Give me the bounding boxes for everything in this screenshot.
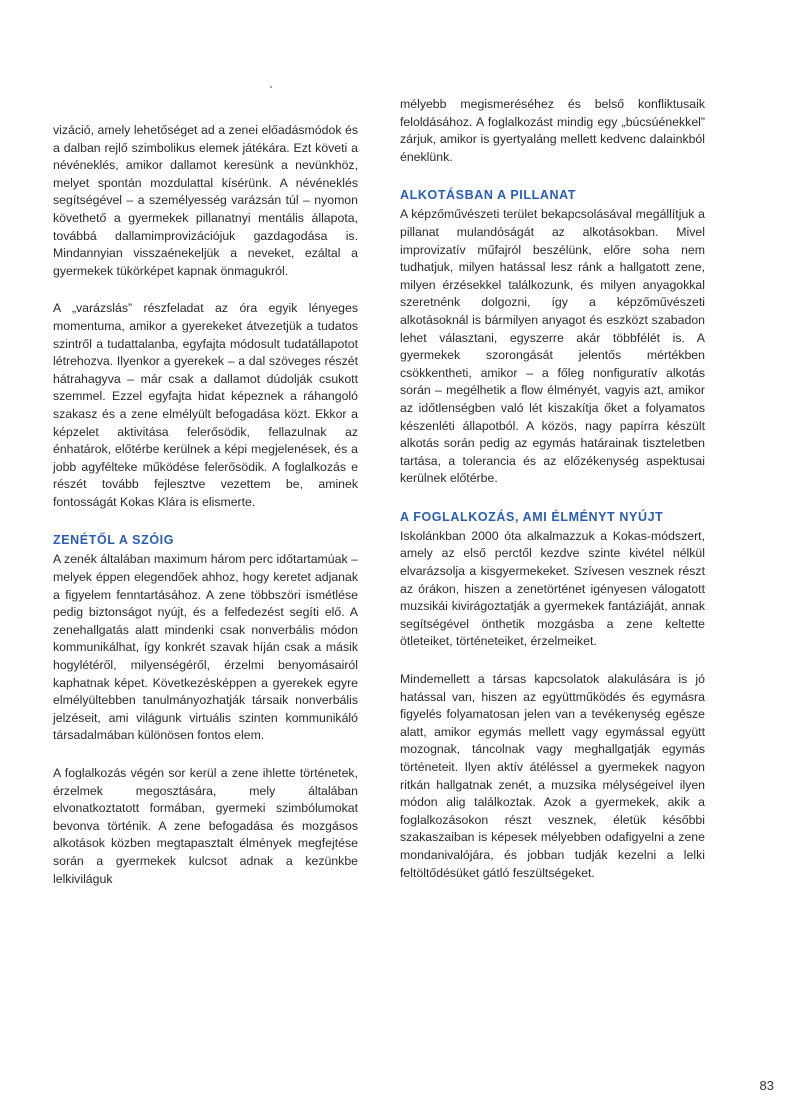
paragraph: mélyebb megismeréséhez és belső konfliktusaik feloldásához. A foglalkozást mindig egy „búcsúénekkel” zárjuk, amikor is gyertyaláng mellett kedvenc dalainkból éneklünk. [400,97,705,164]
paragraph: vizáció, amely lehetőséget ad a zenei előadásmódok és a dalban rejlő szimbolikus elemek játékára. Ezt követi a névéneklés, amikor dallamot keresünk a nevünkhöz, melyet spontán mozdulattal kísérünk. A névéneklés segítségével – a személyesség varázsán túl – nyomon követhető a gyermekek pillanatnyi mentális állapota, továbbá dallamimprovizációjuk gazdagodása is. Mindannyian visszaénekeljük a neveket, ezáltal a gyermekek tükörképet kapnak önmagukról. [53,123,358,278]
paragraph: Mindemellett a társas kapcsolatok alakulására is jó hatással van, hiszen az együttműködés és egymásra figyelés folyamatosan jelen van a tevékenység egésze alatt, amikor egymás mellett vagy egymással együtt mozognak, táncolnak vagy meghallgatják egymás történeteit. Ilyen aktív átéléssel a gyermekek nagyon ritkán hallgatnak zenét, a muzsika mélységeivel ilyen módon alig találkoztak. Azok a gyermekek, akik a foglalkozásokon részt vesznek, életük későbbi szakaszaiban is képesek mélyebben odafigyelni a zene mondanivalójára, és jobban tudják kezelni a lelki feltöltődésüket gátló feszültségeket. [400,672,705,880]
paragraph: A képzőművészeti terület bekapcsolásával megállítjuk a pillanat mulandóságát az alkotásokban. Mivel improvizatív műfajról beszélünk, előre soha nem tudhatjuk, milyen hatással lesz ránk a hallgatott zene, milyen érzésekkel találkozunk, és milyen anyagokkal szeretnénk dolgozni, így a képzőművészeti alkotásoknál is bármilyen anyagot és eszközt szabadon lehet választani, egyszerre akár többfélét is. A gyermekek szorongását jelentős mértékben csökkentheti, amikor – a főleg nonfiguratív alkotás során – megélhetik a flow élményét, vagyis azt, amikor az időtlenségben való lét kiszakítja őket a folyamatos készenléti állapotból. A közös, nagy papírra készült alkotás során pedig az egymás határainak tiszteletben tartása, a tolerancia és az előzékenység aspektusai kerülnek előtérbe. [400,207,705,486]
left-column [53,122,358,888]
section-heading: ZENÉTŐL A SZÓIG [53,533,175,548]
paragraph: A foglalkozás végén sor kerül a zene ihlette történetek, érzelmek megosztására, mely általában elvonatkoztatott formában, gyermeki szimbólumokat bevonva történik. A zene befogadása és mozgásos alkotások közben megtapasztalt élmények megfejtése során a gyermekek kulcsot adnak a kezünkbe lelkiviláguk [53,766,358,886]
stray-mark [270,86,272,88]
paragraph: A „varázslás” részfeladat az óra egyik lényeges momentuma, amikor a gyerekeket átvezetjük a tudatos szintről a tudattalanba, egyfajta módosult tudatállapotot létrehozva. Ilyenkor a gyerekek – a dal szöveges részét hátrahagyva – már csak a dallamot dúdolják csukott szemmel. Ezzel egyfajta hidat képeznek a ráhangoló szakasz és a zene elmélyült befogadása közt. Ekkor a képzelet aktivitása felerősödik, fellazulnak az énhatárok, előtérbe kerülnek a képi megjelenések, és a jobb agyféltekе működése felerősödik. A foglalkozás e részét tovább fejlesztve vezettem be, aminek fontosságát Kokas Klára is elismerte. [53,301,358,509]
section-heading: A FOGLALKOZÁS, AMI ÉLMÉNYT NYÚJT [400,509,664,524]
right-column [400,96,705,882]
paragraph: Iskolánkban 2000 óta alkalmazzuk a Kokas-módszert, amely az első perctől kezdve szinte kivétel nélkül elvarázsolja a kisgyermekeket. Szívesen vesznek részt az órákon, hiszen a zenetörténet igényesen válogatott muzsikái kivirágoztatják a gyermekek fantáziáját, annak segítségével önthetik mozgásba a zene keltette ötleteiket, történeteiket, érzelmeiket. [400,528,705,649]
section-heading: ALKOTÁSBAN A PILLANAT [400,188,577,203]
page-number: 83 [759,1078,774,1093]
paragraph: A zenék általában maximum három perc időtartamúak – melyek éppen elegendőek ahhoz, hogy keretet adjanak a figyelem fenntartásához. A zene többszöri ismétlése pedig biztonságot nyújt, és a felfedezést segíti elő. A zenehallgatás alatt mindenki csak nonverbális módon kommunikálhat, így konkrét szavak híján csak a másik hogylétéről, milyenségéről, érzelmi benyomásairól kaphatnak képet. Következésképpen a gyerekek egyre elmélyültebben tanulmányozhatják társaik nonverbális jelzéseit, ami világunk virtuális szinten kommunikáló társadalmában különösen fontos elem. [53,552,358,743]
